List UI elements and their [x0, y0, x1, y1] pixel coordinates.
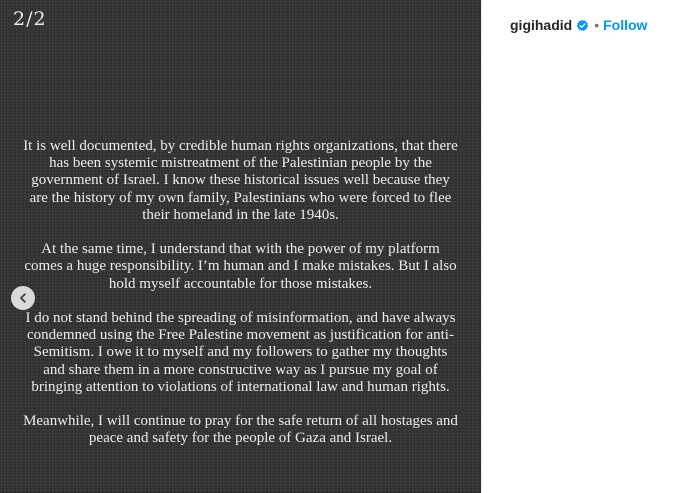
- statement-text: [22, 138, 459, 465]
- username-link[interactable]: gigihadid: [510, 17, 573, 33]
- slide-counter: 2/2: [13, 8, 47, 30]
- chevron-left-icon: [17, 292, 29, 304]
- statement-paragraph-1: It is well documented, by credible human rights organizations, that there has been systemic mistreatment of the Palestinian people by the government of Israel. I know these historical issues well because they are the history of my own family, Palestinians who were forced to flee their homeland in the late 1940s.: [23, 138, 458, 223]
- follow-button[interactable]: Follow: [603, 17, 648, 33]
- statement-paragraph-4: Meanwhile, I will continue to pray for the safe return of all hostages and peace and safety for the people of Gaza and Israel.: [23, 413, 458, 447]
- post-header: [510, 17, 647, 33]
- statement-paragraph-2: At the same time, I understand that with the power of my platform comes a huge responsibility. I’m human and I make mistakes. But I also hold myself accountable for those mistakes.: [24, 241, 457, 292]
- separator-dot: •: [594, 17, 600, 33]
- post-sidebar: [481, 0, 695, 493]
- statement-paragraph-3: I do not stand behind the spreading of misinformation, and have always condemned using the Free Palestine movement as justification for anti-Semitism. I owe it to myself and my followers to gather my thoughts and share them in a more constructive way as I pursue my goal of bringing attention to violations of international law and human rights.: [25, 310, 456, 395]
- previous-slide-button[interactable]: [11, 286, 35, 310]
- verified-badge-icon: [576, 19, 589, 32]
